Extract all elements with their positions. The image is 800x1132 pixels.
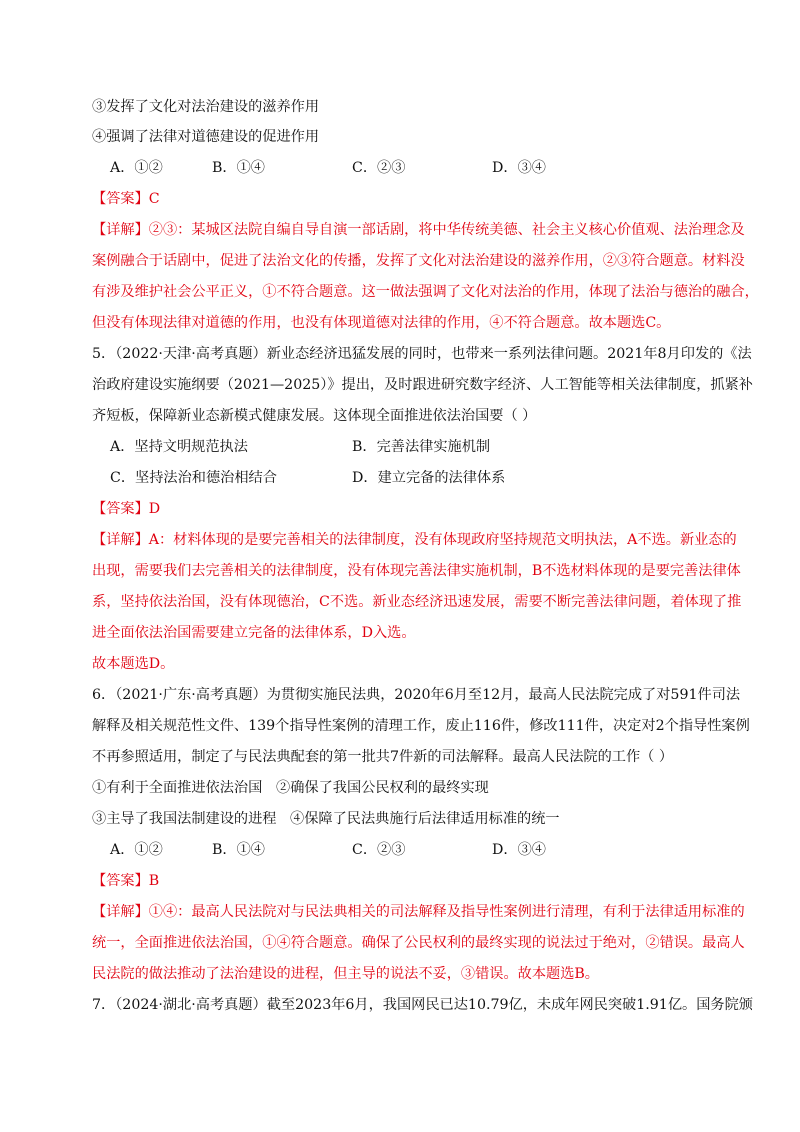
q4-option-d: D．③④ bbox=[492, 160, 546, 176]
q4-answer: 【答案】C bbox=[92, 191, 160, 207]
q4-detail-line-2: 案例融合于话剧中，促进了法治文化的传播，发挥了文化对法治建设的滋养作用，②③符合题意。材料没 bbox=[92, 253, 745, 269]
q5-detail-line-1: 【详解】A：材料体现的是要完善相关的法律制度，没有体现政府坚持规范文明执法，A不选。新业态的 bbox=[92, 532, 737, 548]
q6-stem-line-2: 解释及相关规范性文件、139个指导性案例的清理工作，废止116件，修改111件，决定对2个指导性案例 bbox=[92, 718, 750, 734]
q4-option-a: A．①② bbox=[110, 160, 163, 176]
q5-stem-line-2: 治政府建设实施纲要（2021—2025）》提出，及时跟进研究数字经济、人工智能等相关法律制度，抓紧补 bbox=[92, 377, 753, 393]
q6-detail-line-3: 民法院的做法推动了法治建设的进程，但主导的说法不妥，③错误。故本题选B。 bbox=[92, 966, 599, 982]
q6-detail-line-1: 【详解】①④：最高人民法院对与民法典相关的司法解释及指导性案例进行清理，有利于法律适用标准的 bbox=[92, 904, 745, 920]
q6-stem-line-1: 6．（2021·广东·高考真题）为贯彻实施民法典，2020年6月至12月，最高人民法院完成了对591件司法 bbox=[92, 687, 741, 703]
q4-option-b: B．①④ bbox=[212, 160, 265, 176]
q5-option-a: A．坚持文明规范执法 bbox=[110, 439, 248, 455]
q4-option-c: C．②③ bbox=[352, 160, 406, 176]
q6-answer: 【答案】B bbox=[92, 873, 160, 889]
q4-statement-4: ④强调了法律对道德建设的促进作用 bbox=[92, 129, 320, 145]
q4-detail-line-4: 但没有体现法律对道德的作用，也没有体现道德对法律的作用，④不符合题意。故本题选C。 bbox=[92, 315, 671, 331]
q5-conclusion: 故本题选D。 bbox=[92, 656, 175, 672]
q5-option-c: C．坚持法治和德治相结合 bbox=[110, 470, 277, 486]
q5-detail-line-2: 出现，需要我们去完善相关的法律制度，没有体现完善法律实施机制，B不选材料体现的是要完善法律体 bbox=[92, 563, 741, 579]
q5-option-d: D．建立完备的法律体系 bbox=[352, 470, 506, 486]
q6-option-b: B．①④ bbox=[212, 842, 265, 858]
q6-stem-line-3: 不再参照适用，制定了与民法典配套的第一批共7件新的司法解释。最高人民法院的工作（ ） bbox=[92, 749, 674, 765]
q5-stem-line-3: 齐短板，保障新业态新模式健康发展。这体现全面推进依法治国要（ ） bbox=[92, 408, 537, 424]
q6-statement-4: ④保障了民法典施行后法律适用标准的统一 bbox=[290, 811, 560, 827]
q5-detail-line-4: 进全面依法治国需要建立完备的法律体系，D入选。 bbox=[92, 625, 416, 641]
q6-option-a: A．①② bbox=[110, 842, 163, 858]
q5-answer: 【答案】D bbox=[92, 501, 161, 517]
q5-option-b: B．完善法律实施机制 bbox=[352, 439, 491, 455]
q6-detail-line-2: 统一，全面推进依法治国，①④符合题意。确保了公民权利的最终实现的说法过于绝对，②错误。最高人 bbox=[92, 935, 745, 951]
q6-statement-3: ③主导了我国法制建设的进程 bbox=[92, 811, 277, 827]
q6-option-d: D．③④ bbox=[492, 842, 546, 858]
q7-stem-line-1: 7．（2024·湖北·高考真题）截至2023年6月，我国网民已达10.79亿，未成年网民突破1.91亿。国务院颁 bbox=[92, 997, 753, 1013]
q6-statement-2: ②确保了我国公民权利的最终实现 bbox=[276, 780, 489, 796]
q4-detail-line-3: 有涉及维护社会公平正义，①不符合题意。这一做法强调了文化对法治的作用，体现了法治与德治的融合， bbox=[92, 284, 759, 300]
q4-detail-line-1: 【详解】②③：某城区法院自编自导自演一部话剧，将中华传统美德、社会主义核心价值观、法治理念及 bbox=[92, 222, 745, 238]
q4-statement-3: ③发挥了文化对法治建设的滋养作用 bbox=[92, 99, 320, 115]
q6-option-c: C．②③ bbox=[352, 842, 406, 858]
q6-statement-1: ①有利于全面推进依法治国 bbox=[92, 780, 263, 796]
q5-detail-line-3: 系，坚持依法治国，没有体现德治，C不选。新业态经济迅速发展，需要不断完善法律问题，着体现了推 bbox=[92, 594, 742, 610]
q5-stem-line-1: 5．（2022·天津·高考真题）新业态经济迅猛发展的同时，也带来一系列法律问题。2021年8月印发的《法 bbox=[92, 346, 752, 362]
